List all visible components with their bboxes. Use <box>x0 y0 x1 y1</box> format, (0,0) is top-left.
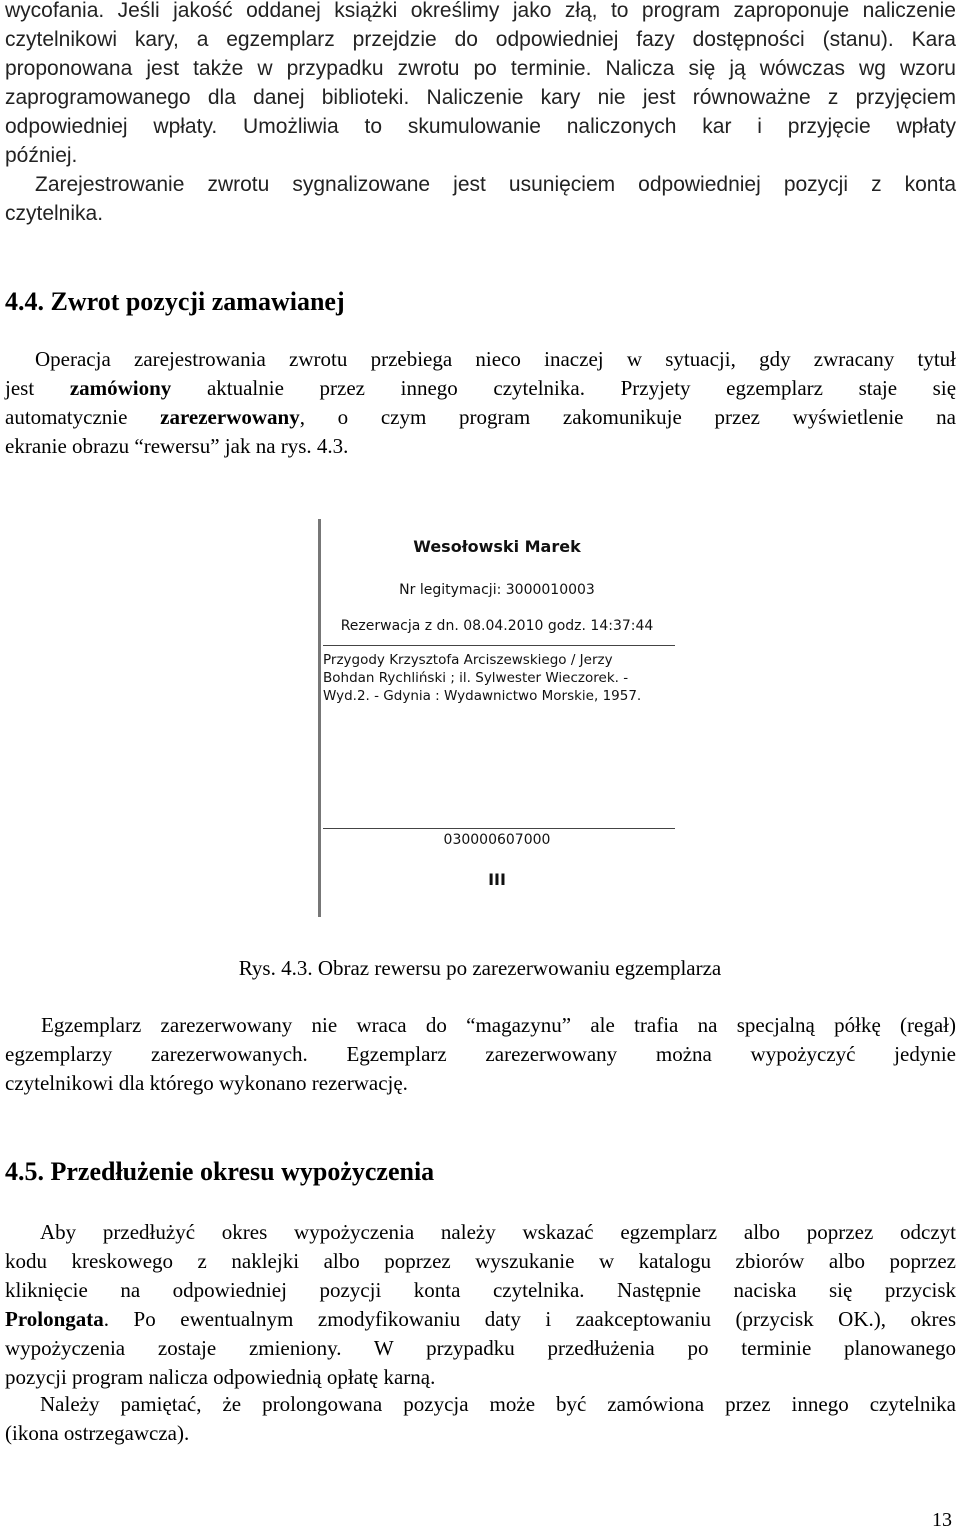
text-line: zaprogramowanego dla danej biblioteki. Naliczenie kary nie jest równoważne z przyjęciem <box>5 86 956 109</box>
book-line: Przygody Krzysztofa Arciszewskiego / Jerzy <box>323 652 613 668</box>
slip-left-border <box>318 519 321 917</box>
section-heading-4-5: 4.5. Przedłużenie okresu wypożyczenia <box>5 1157 435 1186</box>
text-line: wycofania. Jeśli jakość oddanej książki określimy jako złą, to program zaproponuje naliczenie <box>5 0 956 22</box>
bold-term-zarezerwowany: zarezerwowany <box>160 405 300 429</box>
text-line: czytelnika. <box>5 202 104 225</box>
text-line: kliknięcie na odpowiedniej pozycji konta czytelnika. Następnie naciska się przycisk <box>5 1278 956 1302</box>
text-line: później. <box>5 144 78 167</box>
reader-name: Wesołowski Marek <box>413 537 581 556</box>
text-line: pozycji program nalicza odpowiednią opłatę karną. <box>5 1365 436 1389</box>
text-line: Aby przedłużyć okres wypożyczenia należy wskazać egzemplarz albo poprzez odczyt <box>40 1220 956 1244</box>
barcode-number: 030000607000 <box>443 832 551 848</box>
text-line: ekranie obrazu “rewersu” jak na rys. 4.3. <box>5 434 349 458</box>
copy-label: III <box>488 870 506 889</box>
page-number: 13 <box>932 1509 952 1531</box>
text-line: czytelnikowi kary, a egzemplarz przejdzie do odpowiedniej fazy dostępności (stanu). Kara <box>5 28 956 51</box>
card-number: Nr legitymacji: 3000010003 <box>399 582 595 598</box>
text-line: Operacja zarejestrowania zwrotu przebiega nieco inaczej w sytuacji, gdy zwracany tytuł <box>35 347 956 371</box>
figure-caption: Rys. 4.3. Obraz rewersu po zarezerwowaniu egzemplarza <box>238 956 722 980</box>
book-line: Bohdan Rychliński ; il. Sylwester Wieczorek. - <box>323 670 629 686</box>
text-line: kodu kreskowego z naklejki albo poprzez wyszukanie w katalogu zbiorów albo poprzez <box>5 1249 956 1273</box>
book-line: Wyd.2. - Gdynia : Wydawnictwo Morskie, 1957. <box>323 688 642 704</box>
bold-term-prolongata: Prolongata <box>5 1307 104 1331</box>
text-line <box>5 403 956 432</box>
text-line: (ikona ostrzegawcza). <box>5 1421 190 1445</box>
reservation-slip-figure <box>318 519 676 917</box>
book-description <box>323 651 663 705</box>
text-line: wypożyczenia zostaje zmieniony. W przypadku przedłużenia po terminie planowanego <box>5 1336 956 1360</box>
reservation-date: Rezerwacja z dn. 08.04.2010 godz. 14:37:44 <box>340 618 654 634</box>
text-fragment: jest <box>5 376 35 400</box>
text-fragment: automatycznie <box>5 405 128 429</box>
bold-term-zamowiony: zamówiony <box>69 376 172 400</box>
text-line: egzemplarzy zarezerwowanych. Egzemplarz zarezerwowany można wypożyczyć jedynie <box>5 1042 956 1066</box>
divider <box>323 828 675 829</box>
text-line <box>5 1305 956 1334</box>
text-line: Należy pamiętać, że prolongowana pozycja może być zamówiona przez innego czytelnika <box>40 1392 956 1416</box>
text-line: proponowana jest także w przypadku zwrotu po terminie. Nalicza się ją wówczas wg wzoru <box>5 57 956 80</box>
text-line <box>5 374 956 403</box>
text-fragment: . Po ewentualnym zmodyfikowaniu daty i zaakceptowaniu (przycisk OK.), okres <box>103 1307 956 1331</box>
text-line: Egzemplarz zarezerwowany nie wraca do “magazynu” ale trafia na specjalną półkę (regał) <box>41 1013 956 1037</box>
divider <box>323 645 675 646</box>
text-line: czytelnikowi dla którego wykonano rezerwację. <box>5 1071 408 1095</box>
section-heading-4-4: 4.4. Zwrot pozycji zamawianej <box>5 287 345 316</box>
text-line: Zarejestrowanie zwrotu sygnalizowane jest usunięciem odpowiedniej pozycji z konta <box>35 173 956 196</box>
text-line: odpowiedniej wpłaty. Umożliwia to skumulowanie naliczonych kar i przyjęcie wpłaty <box>5 115 956 138</box>
text-fragment: aktualnie przez innego czytelnika. Przyjety egzemplarz staje się <box>206 376 957 400</box>
text-fragment: , o czym program zakomunikuje przez wyświetlenie na <box>299 405 956 429</box>
